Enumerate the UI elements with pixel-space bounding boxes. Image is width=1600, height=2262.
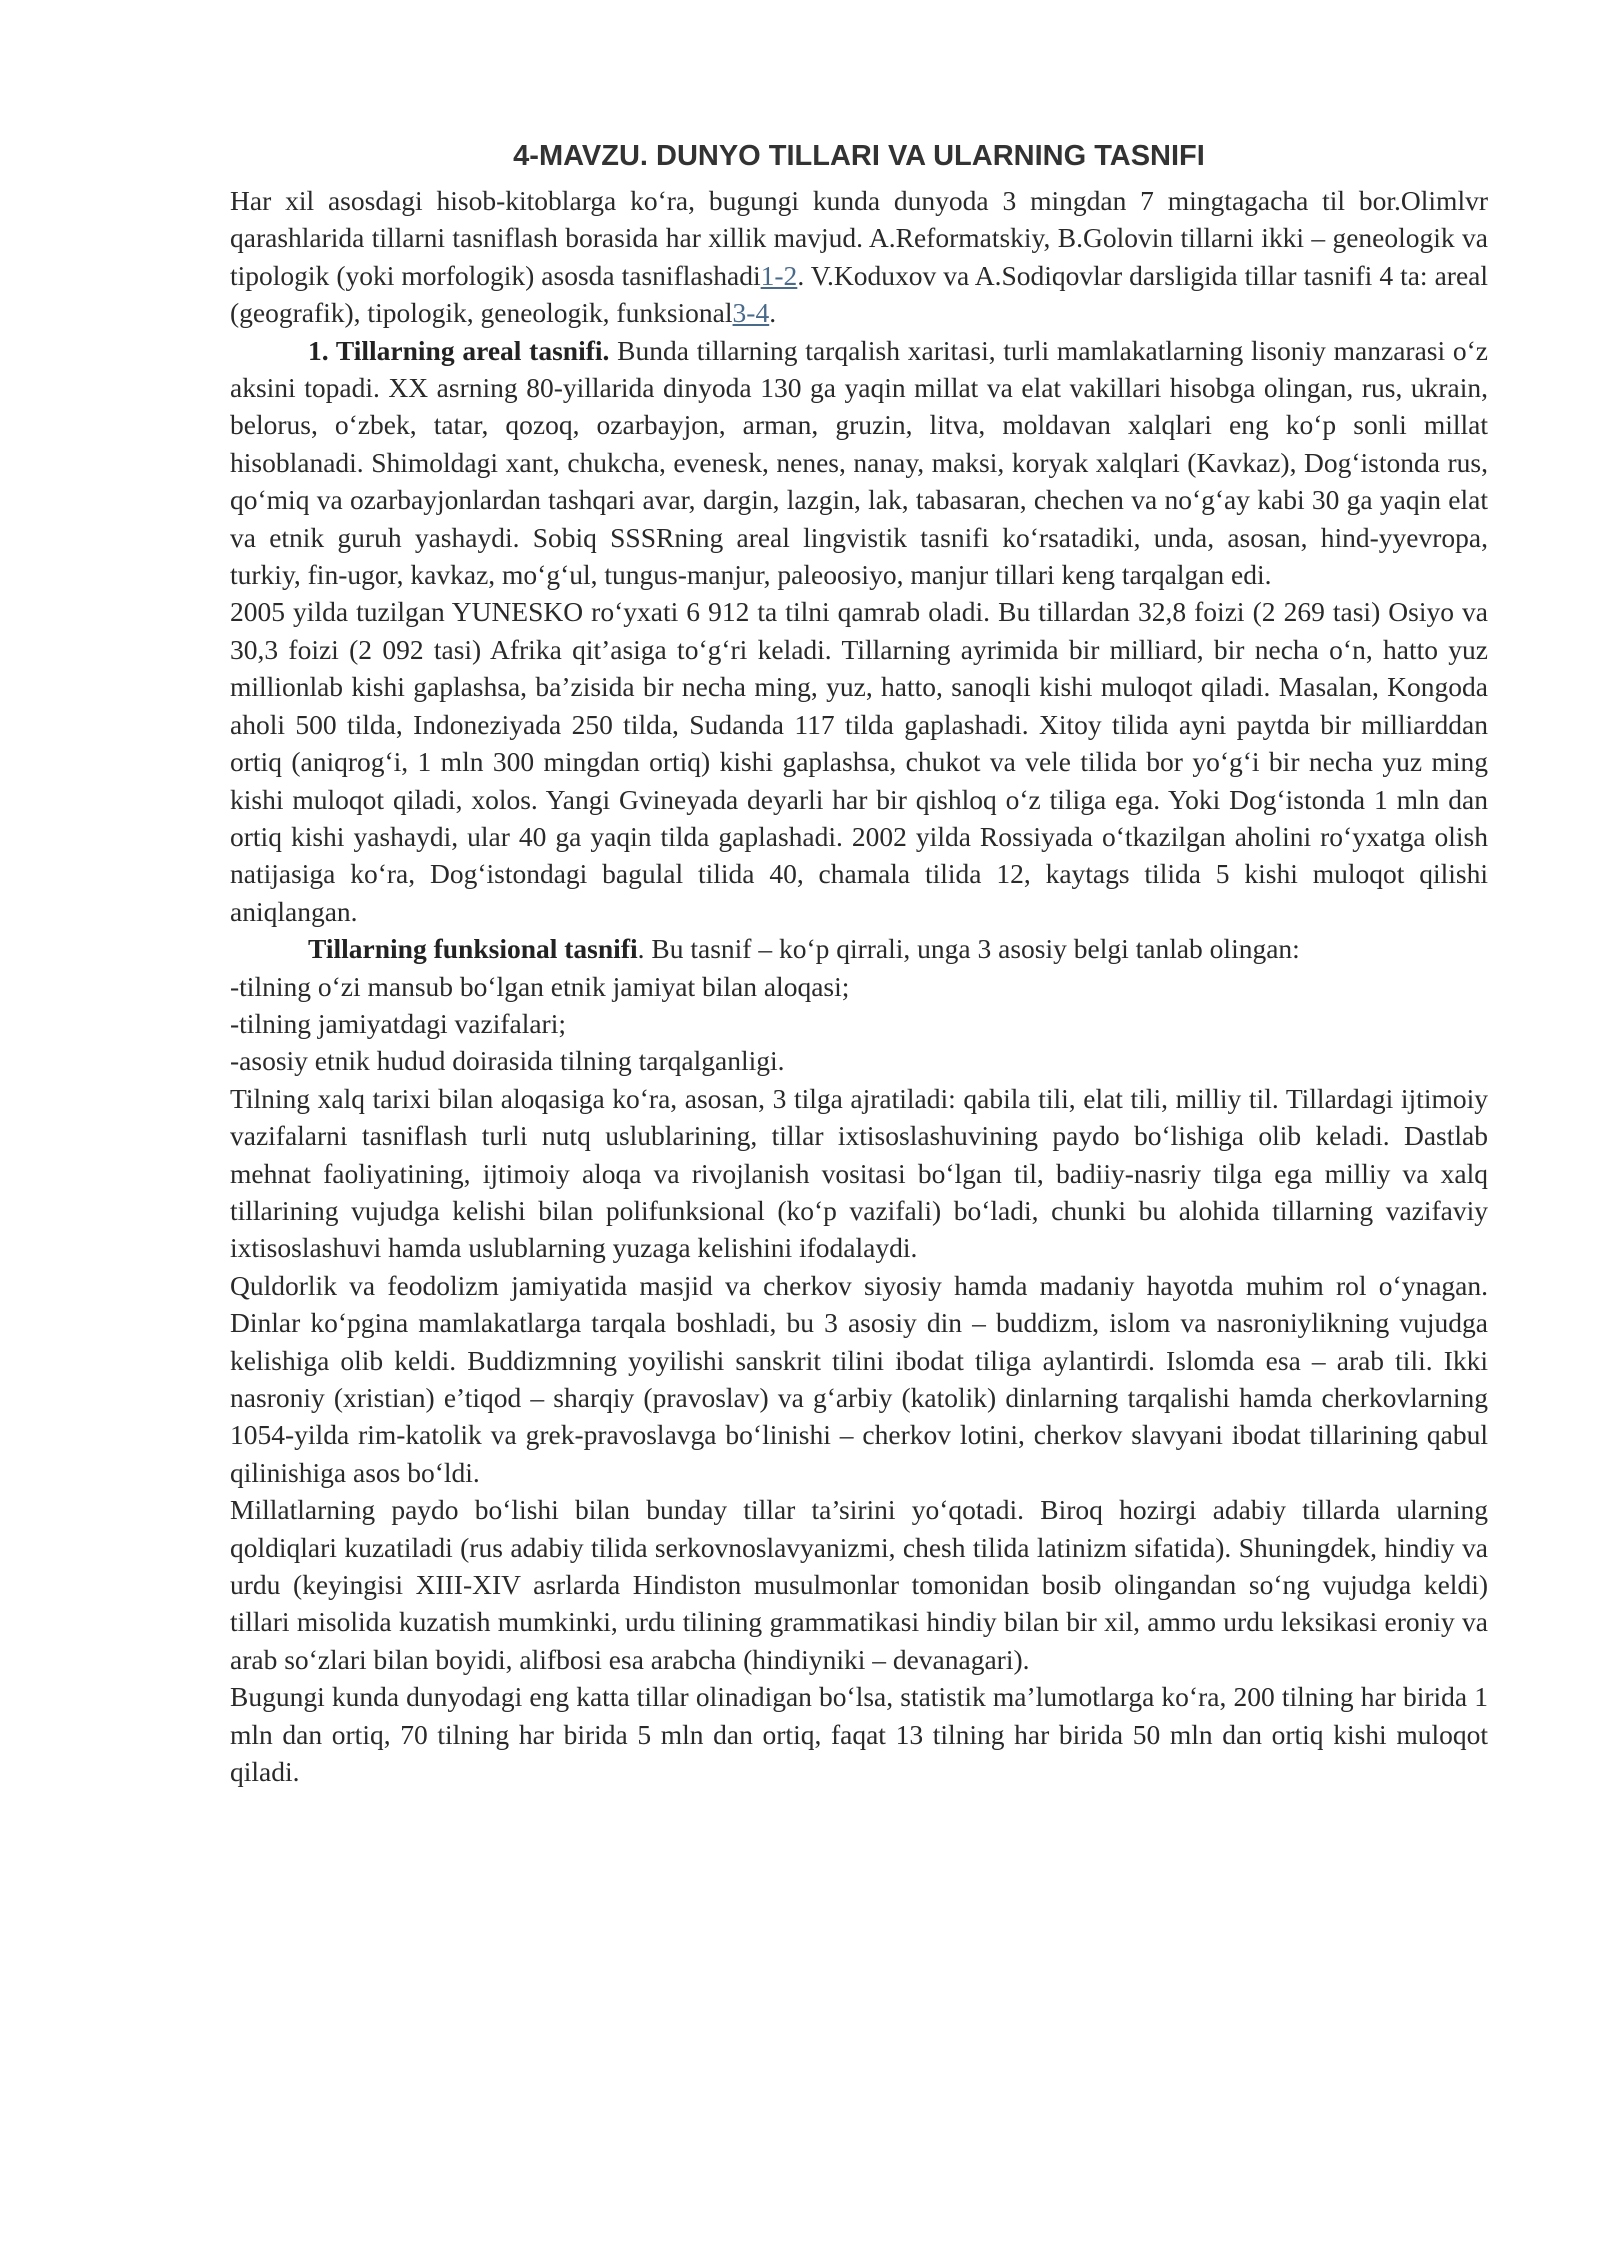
body-paragraph: Millatlarning paydo bo‘lishi bilan bunday tillar ta’sirini yo‘qotadi. Biroq hozirgi adabiy tillarda ularning qoldiqlari kuzatiladi (rus adabiy tilida serkovnoslavyanizmi, chesh tilida latinizm sifatida). Shuningdek, hindiy va urdu (keyingisi XIII-XIV asrlarda Hindiston musulmonlar tomonidan bosib olingandan so‘ng vujudga keldi) tillari misolida kuzatish mumkinki, urdu tilining grammatikasi hindiy bilan bir xil, ammo urdu leksikasi eroniy va arab so‘zlari bilan boyidi, alifbosi esa arabcha (hindiyniki – devanagari).	[230, 1494, 1488, 1675]
intro-text-c: .	[769, 297, 777, 329]
intro-paragraph	[230, 182, 1488, 332]
areal-heading: 1. Tillarning areal tasnifi.	[308, 334, 610, 366]
funksional-heading: Tillarning funksional tasnifi	[308, 933, 638, 965]
body-paragraph: Bugungi kunda dunyodagi eng katta tillar olinadigan bo‘lsa, statistik ma’lumotlarga ko‘ra, 200 tilning har birida 1 mln dan ortiq, 70 tilning har birida 5 mln dan ortiq, faqat 13 tilning har birida 50 mln dan ortiq kishi muloqot qiladi.	[230, 1681, 1488, 1788]
areal-text: Bunda tillarning tarqalish xaritasi, turli mamlakatlarning lisoniy manzarasi o‘z aksini topadi. XX asrning 80-yillarida dinyoda 130 ga yaqin millat va elat vakillari hisobga olingan, rus, ukrain, belorus, o‘zbek, tatar, qozoq, ozarbayjon, arman, gruzin, litva, moldavan xalqlari eng ko‘p sonli millat hisoblanadi. Shimoldagi xant, chukcha, evenesk, nenes, nanay, maksi, koryak xalqlari (Kavkaz), Dog‘istonda rus, qo‘miq va ozarbayjonlardan tashqari avar, dargin, lazgin, lak, tabasaran, chechen va no‘g‘ay kabi 30 ga yaqin elat va etnik guruh yashaydi. Sobiq SSSRning areal lingvistik tasnifi ko‘rsatadiki, unda, asosan, hind-yyevropa, turkiy, fin-ugor, kavkaz, mo‘g‘ul, tungus-manjur, paleoosiyo, manjur tillari keng tarqalgan edi.	[230, 334, 1488, 591]
funksional-paragraph	[230, 930, 1488, 967]
intro-text-a: Har xil asosdagi hisob-kitoblarga ko‘ra, bugungi kunda dunyoda 3 mingdan 7 mingtagacha til bor.Olimlvr qarashlarida tillarni tasniflash borasida har xillik mavjud. A.Reformatskiy, B.Golovin tillarni ikki – geneologik va tipologik (yoki morfologik) asosda tasniflashadi	[230, 185, 1488, 291]
body-paragraph: Tilning xalq tarixi bilan aloqasiga ko‘ra, asosan, 3 tilga ajratiladi: qabila tili, elat tili, milliy til. Tillardagi ijtimoiy vazifalarni tasniflash turli nutq uslublarining, tillar ixtisoslashuvining paydo bo‘lishiga olib keladi. Dastlab mehnat faoliyatining, ijtimoiy aloqa va rivojlanish vositasi bo‘lgan til, badiiy-nasriy tilga ega milliy va xalq tillarining vujudga kelishi bilan polifunksional (ko‘p vazifali) bo‘ladi, chunki bu alohida tillarning vazifaviy ixtisoslashuvi hamda uslublarning yuzaga kelishini ifodalaydi.	[230, 1082, 1488, 1264]
footnote-link-1-2[interactable]: 1-2	[760, 259, 798, 291]
criteria-item: -tilning jamiyatdagi vazifalari;	[230, 1007, 566, 1039]
body-paragraph: Quldorlik va feodolizm jamiyatida masjid va cherkov siyosiy hamda madaniy hayotda muhim rol o‘ynagan. Dinlar ko‘pgina mamlakatlarga tarqala boshladi, bu 3 asosiy din – buddizm, islom va nasroniylikning vujudga kelishiga olib keldi. Buddizmning yoyilishi sanskrit tilini ibodat tiliga aylantirdi. Islomda esa – arab tili. Ikki nasroniy (xristian) e’tiqod – sharqiy (pravoslav) va g‘arbiy (katolik) dinlarning tarqalishi hamda cherkovlarning 1054-yilda rim-katolik va grek-pravoslavga bo‘linishi – cherkov lotini, cherkov slavyani ibodat tillarining qabul qilinishiga asos bo‘ldi.	[230, 1269, 1488, 1488]
footnote-link-3-4[interactable]: 3-4	[732, 297, 770, 329]
areal-paragraph	[230, 332, 1488, 594]
document-title: 4-MAVZU. DUNYO TILLARI VA ULARNING TASNIFI	[513, 140, 1205, 172]
criteria-item: -asosiy etnik hudud doirasida tilning tarqalganligi.	[230, 1045, 785, 1077]
yunesko-paragraph: 2005 yilda tuzilgan YUNESKO ro‘yxati 6 912 ta tilni qamrab oladi. Bu tillardan 32,8 foizi (2 269 tasi) Osiyo va 30,3 foizi (2 092 tasi) Afrika qit’asiga to‘g‘ri keladi. Tillarning ayrimida bir milliard, bir necha o‘n, hatto yuz millionlab kishi gaplashsa, ba’zisida bir necha ming, yuz, hatto, sanoqli kishi muloqot qiladi. Masalan, Kongoda aholi 500 tilda, Indoneziyada 250 tilda, Sudanda 117 tilda gaplashadi. Xitoy tilida ayni paytda bir milliarddan ortiq (aniqrog‘i, 1 mln 300 mingdan ortiq) kishi gaplashsa, chukot va vele tilida bor yo‘g‘i bir necha yuz ming kishi muloqot qiladi, xolos. Yangi Gvineyada deyarli har bir qishloq o‘z tiliga ega. Yoki Dog‘istonda 1 mln dan ortiq kishi yashaydi, ular 40 ga yaqin tilda gaplashadi. 2002 yilda Rossiyada o‘tkazilgan aholini ro‘yxatga olish natijasiga ko‘ra, Dog‘istondagi bagulal tilida 40, chamala tilida 12, kaytags tilida 5 kishi muloqot qilishi aniqlangan.	[230, 596, 1488, 927]
intro-text-b: . V.Koduxov va A.Sodiqovlar darsligida tillar tasnifi 4 ta: areal (geografik), tipologik, geneologik, funksional	[230, 259, 1489, 329]
criteria-item: -tilning o‘zi mansub bo‘lgan etnik jamiyat bilan aloqasi;	[230, 970, 850, 1002]
document-page	[230, 136, 1488, 1790]
funksional-text: . Bu tasnif – ko‘p qirrali, unga 3 asosiy belgi tanlab olingan:	[637, 933, 1300, 965]
